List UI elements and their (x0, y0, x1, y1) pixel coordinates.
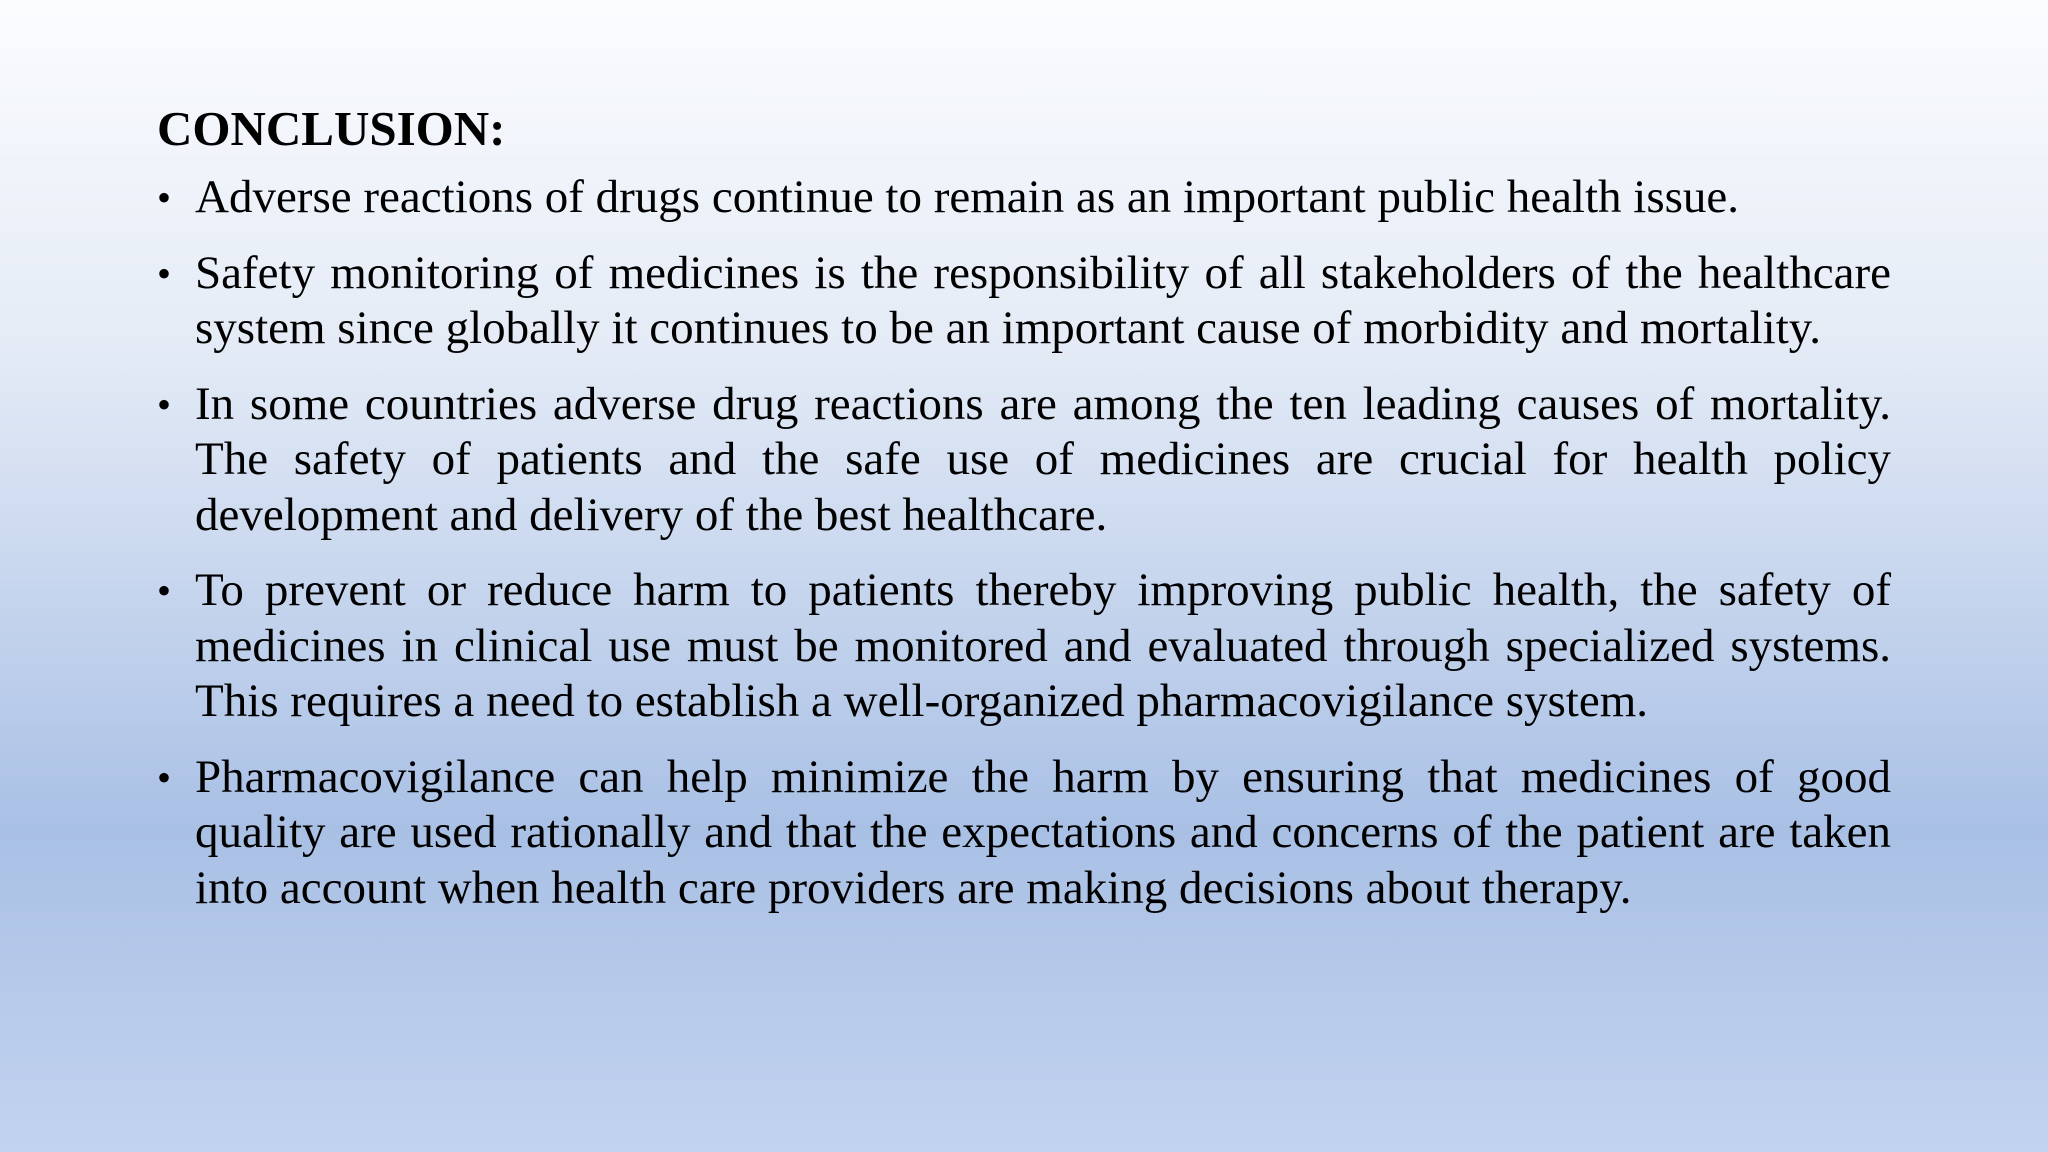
bullet-text: To prevent or reduce harm to patients thereby improving public health, the safety of medicines in clinical use must be monitored and evaluated through specialized systems. This requires a need to establish a well-organized pharmacovigilance system. (195, 564, 1891, 727)
slide-heading: CONCLUSION: (157, 101, 506, 156)
bullet-dot-icon: • (157, 568, 172, 613)
bullet-item (157, 246, 1891, 357)
bullet-text: Adverse reactions of drugs continue to remain as an important public health issue. (195, 171, 1740, 223)
bullet-dot-icon: • (157, 754, 172, 800)
bullet-dot-icon: • (157, 175, 172, 220)
slide-content (157, 100, 1891, 936)
bullet-item (157, 563, 1891, 730)
bullet-text: In some countries adverse drug reactions are among the ten leading causes of mortality. The safety of patients and the safe use of medicines are crucial for health policy development and delivery of the best healthcare. (195, 377, 1891, 541)
bullet-item (157, 170, 1891, 226)
bullet-item (157, 377, 1891, 544)
bullet-dot-icon: • (157, 381, 172, 427)
bullet-text: Safety monitoring of medicines is the responsibility of all stakeholders of the healthcare system since globally it continues to be an important cause of morbidity and mortality. (195, 246, 1891, 354)
bullet-text: Pharmacovigilance can help minimize the harm by ensuring that medicines of good quality are used rationally and that the expectations and concerns of the patient are taken into account when health care providers are making decisions about therapy. (195, 750, 1891, 914)
bullet-list (157, 170, 1891, 916)
bullet-dot-icon: • (157, 250, 172, 296)
bullet-item (157, 750, 1891, 917)
